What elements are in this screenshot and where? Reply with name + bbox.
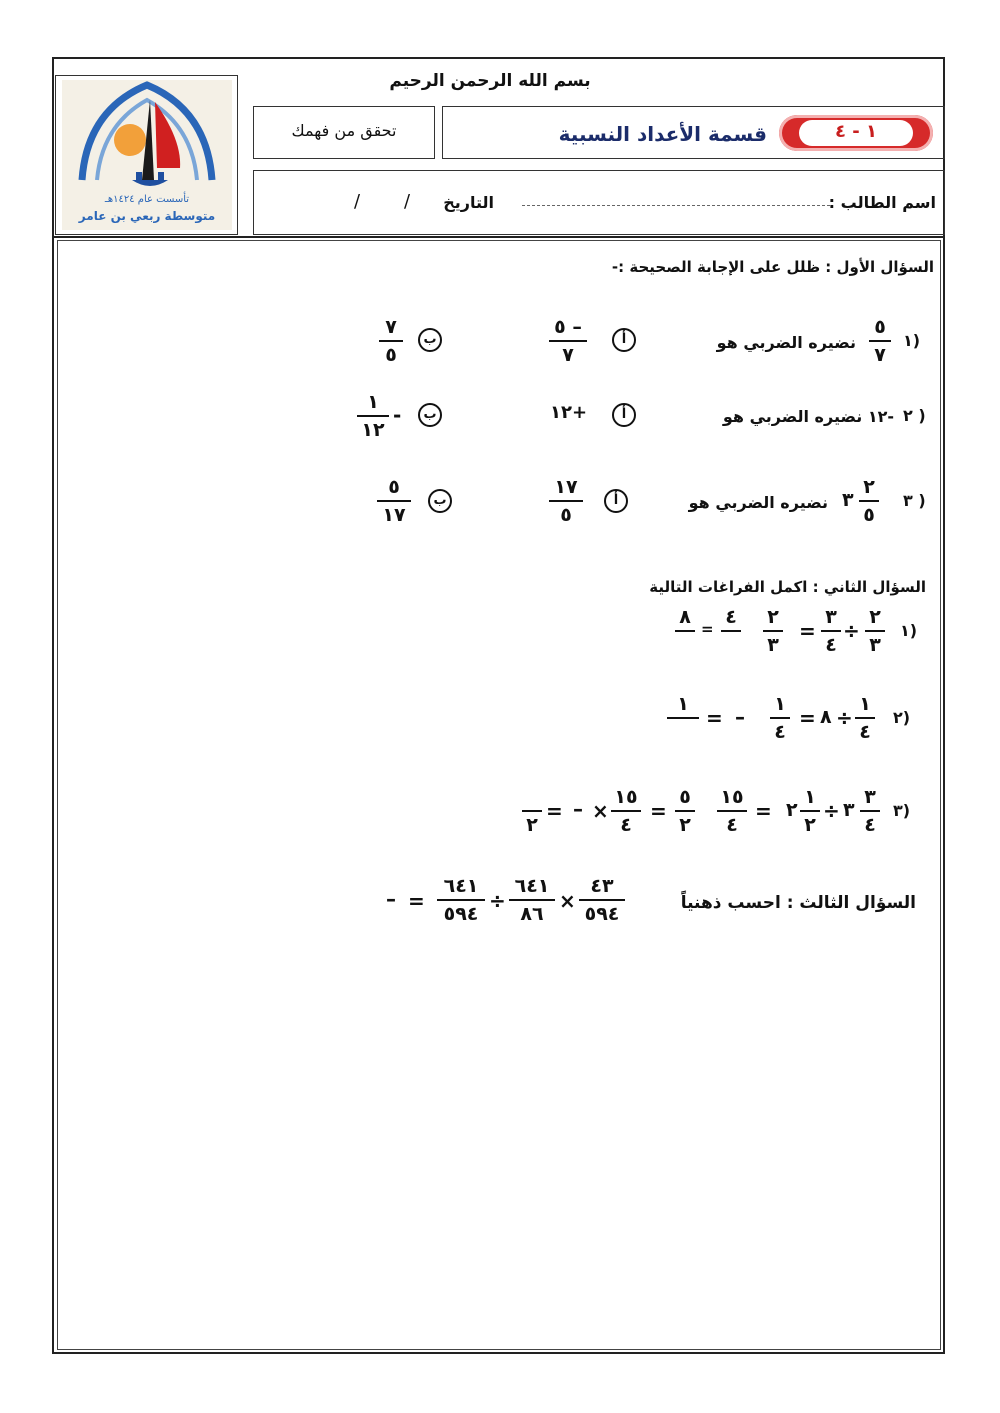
date-slash-2: /	[354, 191, 361, 212]
q1-item2-option-b[interactable]: ب	[418, 403, 442, 427]
q1-item2-b-fraction	[356, 391, 390, 441]
q2-item2-f1	[854, 693, 876, 743]
q2-item2-minus: –	[735, 705, 745, 729]
q2-item3-f5-d: ٤	[620, 814, 632, 836]
q3-eq: =	[408, 889, 425, 913]
lesson-number-badge	[779, 115, 933, 151]
q2-item2-f3	[666, 693, 700, 743]
lesson-title-box	[442, 106, 945, 159]
q2-item3-f4	[674, 786, 696, 836]
q1-item3-frac-denominator: ٥	[863, 504, 875, 526]
q2-item3-f1-d: ٤	[864, 814, 876, 836]
q1-item1-option-b[interactable]: ب	[418, 328, 442, 352]
q2-item3-f2-n: ١	[804, 786, 816, 808]
logo-text-top: تأسست عام ١٤٢٤هـ	[104, 194, 190, 205]
q2-item1-f2-n: ٣	[825, 606, 837, 628]
q2-item3-f2-d: ٢	[804, 814, 816, 836]
q2-item1-f3-d: ٣	[767, 634, 779, 656]
q2-item3-num: ٣)	[893, 801, 911, 820]
q1-item3-a-denominator: ٥	[560, 504, 572, 526]
q1-item2-b-numerator: ١	[367, 391, 379, 413]
q2-item1-f3-n: ٢	[767, 606, 779, 628]
q2-item1-f5	[674, 606, 696, 656]
q2-item3-f3-d: ٤	[726, 814, 738, 836]
q1-item3-text: نضيره الضربي هو	[688, 493, 828, 512]
q2-item3-w2: ٢	[786, 799, 798, 821]
header-separator	[54, 236, 943, 238]
q2-item1-f4	[720, 606, 742, 656]
q2-item2-f2-n: ١	[774, 693, 786, 715]
date-slash-1: /	[404, 191, 411, 212]
check-understanding-label: تحقق من فهمك	[291, 121, 397, 140]
q2-item2-f2-d: ٤	[774, 721, 786, 743]
q2-item3-f3	[716, 786, 748, 836]
q2-item1-f4-blank[interactable]	[728, 634, 735, 656]
q1-item1-num: ١)	[903, 331, 921, 350]
q1-item1-b-fraction	[378, 316, 404, 366]
q3-div: ÷	[489, 889, 506, 913]
q2-item3-minus: –	[573, 797, 583, 821]
q2-item2-div: ÷	[836, 706, 853, 730]
q2-item1-eq2: =	[701, 620, 714, 638]
q1-title: السؤال الأول : ظلل على الإجابة الصحيحة :-	[611, 258, 934, 276]
q2-item1-f3	[762, 606, 784, 656]
q2-item3-f6-blank[interactable]	[529, 786, 536, 808]
q2-title: السؤال الثاني : اكمل الفراغات التالية	[649, 578, 926, 596]
student-info-box	[253, 170, 945, 235]
q2-item2-eq: =	[799, 706, 816, 730]
q3-f3-n: ٦٤١	[443, 875, 479, 897]
q2-item3-eq: =	[755, 799, 772, 823]
q1-item1-option-a[interactable]: أ	[612, 328, 636, 352]
q3-minus: –	[386, 887, 396, 911]
q3-f2	[508, 875, 556, 925]
q1-item3-b-denominator: ١٧	[382, 504, 406, 526]
q2-item1-f1-n: ٢	[869, 606, 881, 628]
q2-item1-f2	[820, 606, 842, 656]
q2-item2-f1-d: ٤	[859, 721, 871, 743]
q3-f1	[578, 875, 626, 925]
q1-item1-a-denominator: ٧	[562, 344, 574, 366]
q2-item3-w1: ٣	[843, 799, 855, 821]
q2-item3-f4-n: ٥	[679, 786, 691, 808]
q1-item1-a-numerator: ٥ –	[554, 316, 582, 338]
q2-item3-div: ÷	[823, 799, 840, 823]
student-name-line[interactable]	[522, 205, 830, 206]
q1-item1-b-numerator: ٧	[385, 316, 397, 338]
lesson-title: قسمة الأعداد النسبية	[558, 122, 767, 146]
q1-item1-b-denominator: ٥	[385, 344, 397, 366]
q2-item3-f3-n: ١٥	[720, 786, 744, 808]
check-understanding-box	[253, 106, 435, 159]
q1-item1-num-denominator: ٧	[874, 344, 886, 366]
date-label: التاريخ	[443, 193, 494, 212]
q3-f3-d: ٥٩٤	[443, 903, 479, 925]
school-logo-box	[55, 75, 238, 235]
q1-item2-b-denominator: ١٢	[361, 419, 385, 441]
q3-title: السؤال الثالث : احسب ذهنياً	[680, 893, 916, 913]
q1-item2-num: ٢ )	[903, 406, 926, 425]
q3-f2-d: ٨٦	[520, 903, 544, 925]
q1-item3-b-numerator: ٥	[388, 476, 400, 498]
q2-item3-f6-d: ٢	[526, 814, 538, 836]
q2-item3-f6	[521, 786, 543, 836]
q2-item3-f1	[859, 786, 881, 836]
q1-item3-option-b[interactable]: ب	[428, 489, 452, 513]
q2-item2-value: ٨	[820, 706, 832, 728]
q1-item3-option-a[interactable]: أ	[604, 489, 628, 513]
basmala: بسم الله الرحمن الرحيم	[389, 71, 591, 91]
q1-item3-b-fraction	[376, 476, 412, 526]
q1-item1-fraction	[868, 316, 892, 366]
q1-item2-b-sign: -	[393, 403, 402, 427]
q1-item3-a-fraction	[548, 476, 584, 526]
school-logo	[62, 80, 232, 230]
q2-item1-eq: =	[799, 619, 816, 643]
q2-item3-f2	[799, 786, 821, 836]
q2-item3-eq2: =	[650, 799, 667, 823]
q2-item2-f1-n: ١	[859, 693, 871, 715]
q1-item3-frac-numerator: ٢	[863, 476, 875, 498]
q3-f2-n: ٦٤١	[514, 875, 550, 897]
q2-item1-f2-d: ٤	[825, 634, 837, 656]
q2-item1-div: ÷	[843, 619, 860, 643]
q2-item1-num: ١)	[900, 621, 918, 640]
q1-item3-a-numerator: ١٧	[554, 476, 578, 498]
q2-item3-f4-d: ٢	[679, 814, 691, 836]
q3-times: ×	[559, 889, 576, 913]
q2-item3-f5-n: ١٥	[614, 786, 638, 808]
q2-item2-f3-blank[interactable]	[680, 721, 687, 743]
q1-item2-option-a[interactable]: أ	[612, 403, 636, 427]
q3-f3	[436, 875, 486, 925]
q1-item1-a-fraction	[548, 316, 588, 366]
q2-item3-f5	[610, 786, 642, 836]
q1-item1-num-numerator: ٥	[874, 316, 886, 338]
q2-item3-f1-n: ٣	[864, 786, 876, 808]
q3-f1-d: ٥٩٤	[584, 903, 620, 925]
q2-item1-f4-n: ٤	[725, 606, 737, 628]
q2-item1-f1-d: ٣	[869, 634, 881, 656]
q2-item2-num: ٢)	[893, 708, 911, 727]
student-name-label: اسم الطالب :	[828, 193, 936, 212]
q2-item1-f5-n: ٨	[679, 606, 691, 628]
q2-item2-eq2: =	[706, 706, 723, 730]
q2-item2-f2	[769, 693, 791, 743]
q2-item1-f5-blank[interactable]	[682, 634, 689, 656]
logo-text-bottom: متوسطة ربعي بن عامر	[78, 209, 216, 223]
lesson-number: ١ - ٤	[834, 121, 877, 142]
q1-item3-fraction	[858, 476, 880, 526]
q2-item3-eq3: =	[546, 799, 563, 823]
q2-item2-f3-n: ١	[677, 693, 689, 715]
q1-item3-num: ٣ )	[903, 491, 926, 510]
q1-item2-text: -١٢ نضيره الضربي هو	[722, 407, 894, 426]
q1-item2-a-value: ١٢+	[550, 402, 588, 423]
q1-item1-text: نضيره الضربي هو	[716, 333, 856, 352]
q1-item3-whole: ٣	[842, 489, 854, 511]
q3-f1-n: ٤٣	[590, 875, 614, 897]
q2-item3-times: ×	[592, 799, 609, 823]
q2-item1-f1	[864, 606, 886, 656]
